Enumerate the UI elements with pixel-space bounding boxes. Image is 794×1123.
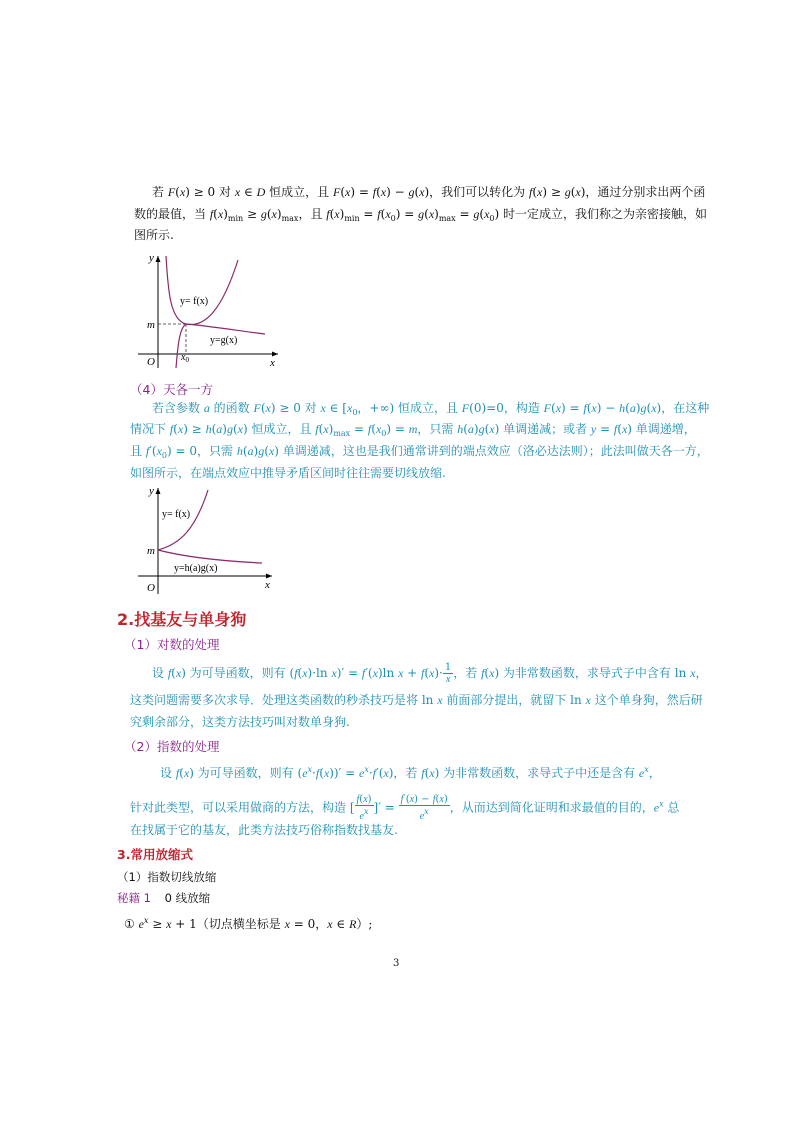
page-number: 3 (393, 958, 400, 969)
sec4-heading: （4）天各一方 (130, 382, 213, 397)
secret-title: 0 线放缩 (164, 891, 211, 905)
fig1-m-label: m (147, 319, 155, 331)
sec2-p1-line1: 设 f(x) 为可导函数，则有 (f(x)·ln x)′ = f′(x)ln x + f(x)· $\frac{1}{x}$ ，若 f(x) 为非常数函数，求导式子中含有 ln x， (152, 662, 708, 685)
sec4-line2: 情况下 f(x) ≥ h(a)g(x) 恒成立，且 $f(x)_{max} = f(x_0) = m$，只需 h(a)g(x) 单调递减；或者 y = f(x) 单调递增， (130, 422, 696, 438)
fig1-x0-label: $x_0$ (181, 352, 189, 364)
fig1-f-label: y= f(x) (180, 296, 209, 307)
sec2-p1-line3: 究剩余部分，这类方法技巧叫对数单身狗. (130, 715, 350, 729)
fig2-x-label: x (265, 579, 270, 591)
secret-label: 秘籍 1 (117, 891, 151, 905)
fig1-origin: O (147, 356, 155, 368)
para1-line2: 数的最值，当 $f(x)_{min} \ge g(x)_{max}$，且 $f(x)_{min} = f(x_0) = g(x)_{max} = g(x_0)$ 时一定成立，我们称之为亲密接触，如 (134, 207, 707, 223)
fig2-f-label: y= f(x) (162, 509, 191, 520)
sec2-p2-line3: 在找属于它的基友，此类方法技巧俗称指数找基友. (130, 823, 398, 837)
sec2-heading: 2.找基友与单身狗 (117, 610, 247, 629)
para1-line1: 若 F(x) ≥ 0 对 x ∈ D 恒成立，且 F(x) = f(x) − g(x)，我们可以转化为 f(x) ≥ g(x)，通过分别求出两个函 (152, 185, 706, 199)
sec3-sub1: （1）指数切线放缩 (117, 870, 217, 884)
fig2-m-label: m (147, 545, 155, 557)
fig1-g-label: y=g(x) (210, 335, 238, 346)
sec2-p2-line1: 设 f(x) 为可导函数，则有 $(e^x\cdot f(x))' = e^x\cdot f'(x)$，若 f(x) 为非常数函数，求导式子中还是含有 $e^x$， (160, 765, 661, 780)
figure-intimate-contact (130, 250, 290, 370)
sec2-p1-line2: 这类问题需要多次求导．处理这类函数的秒杀技巧是将 ln x 前面部分提出，就留下 ln x 这个单身狗，然后研 (130, 693, 703, 707)
sec4-line4: 如图所示，在端点效应中推导矛盾区间时往往需要切线放缩. (130, 466, 446, 480)
sec4-line3: 且 $f'(x_0) = 0$，只需 h(a)g(x) 单调递减，这也是我们通常讲到的端点效应（洛必达法则）；此法叫做天各一方， (130, 444, 709, 460)
sec3-secret (117, 890, 210, 906)
fig1-x-label: x (270, 357, 275, 369)
sec3-heading: 3.常用放缩式 (117, 847, 193, 862)
sec4-line1: 若含参数 a 的函数 F(x) ≥ 0 对 x ∈ [$x_0$，+∞) 恒成立，且 F(0)=0，构造 F(x) = f(x) − h(a)g(x)，在这种 (152, 401, 710, 417)
fig1-y-label: y (149, 252, 154, 264)
sec3-item1: ① $e^x \ge x + 1$（切点横坐标是 x = 0，x ∈ R）; (124, 916, 373, 931)
sec2-sub2: （2）指数的处理 (124, 739, 220, 754)
sec2-p2-line2: 针对此类型，可以采用做商的方法，构造 [ $\frac{f(x)}{e^x}$ ]′ = $\frac{f'(x) - f(x)}{e^x}$ ，从而达到简化证明和求最值的目的，$e^x$ 总 (130, 794, 680, 822)
fig2-y-label: y (149, 485, 154, 497)
sec2-sub1: （1）对数的处理 (124, 637, 220, 652)
para1-line3: 图所示. (134, 228, 174, 242)
fig2-origin: O (147, 582, 155, 594)
fig2-h-label: y=h(a)g(x) (174, 563, 218, 574)
figure-far-apart (130, 482, 280, 597)
